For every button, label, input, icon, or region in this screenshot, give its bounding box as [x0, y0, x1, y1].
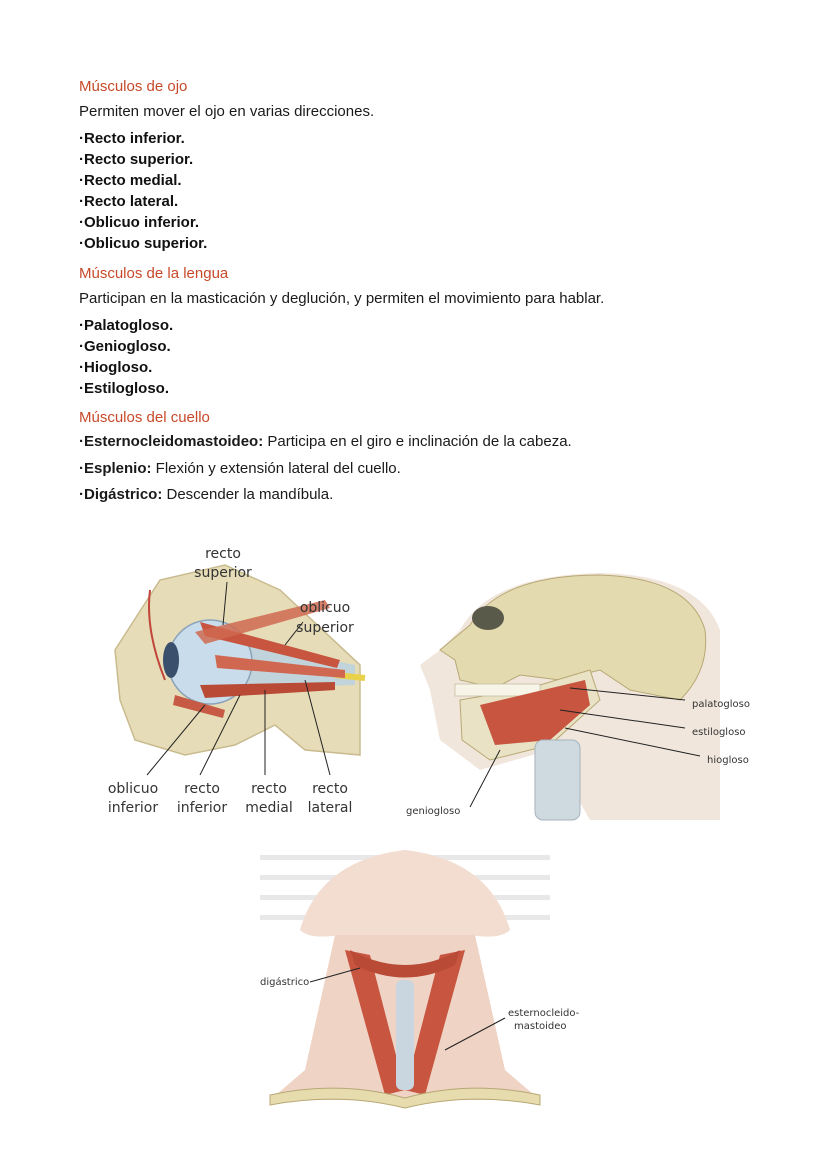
- list-item: ·Geniogloso.: [79, 338, 171, 355]
- eye-muscles-illustration: [105, 540, 365, 825]
- cornea: [163, 642, 179, 678]
- label-recto-inferior-1: recto: [184, 781, 220, 797]
- label-palatogloso: palatogloso: [692, 699, 750, 710]
- label-recto-lateral-1: recto: [312, 781, 348, 797]
- list-item: ·Estilogloso.: [79, 380, 169, 397]
- label-hiogloso: hiogloso: [707, 755, 749, 766]
- label-digastrico: digástrico: [260, 977, 310, 988]
- neck-muscles-heading: Músculos del cuello: [79, 409, 210, 426]
- neck-muscles-illustration: [240, 840, 580, 1150]
- label-oblicuo-superior-2: superior: [296, 620, 354, 636]
- list-item: [79, 433, 572, 450]
- term: ·Esplenio:: [79, 460, 152, 477]
- label-esternocleido-2: mastoideo: [514, 1021, 567, 1032]
- label-recto-superior-1: recto: [205, 546, 241, 562]
- list-item: ·Recto inferior.: [79, 130, 185, 147]
- definition: Descender la mandíbula.: [162, 486, 334, 503]
- label-oblicuo-superior-1: oblicuo: [299, 600, 351, 616]
- list-item: ·Recto superior.: [79, 151, 194, 168]
- list-item: ·Recto medial.: [79, 172, 182, 189]
- eye-muscles-heading: Músculos de ojo: [79, 78, 188, 95]
- tongue-muscles-list: [79, 315, 173, 399]
- definition: Participa en el giro e inclinación de la cabeza.: [263, 433, 572, 450]
- label-recto-medial-2: medial: [245, 800, 293, 816]
- tongue-muscles-heading: Músculos de la lengua: [79, 265, 229, 282]
- list-item: ·Palatogloso.: [79, 317, 174, 334]
- term: ·Esternocleidomastoideo:: [79, 433, 264, 450]
- label-recto-medial-1: recto: [251, 781, 287, 797]
- definition: Flexión y extensión lateral del cuello.: [151, 460, 401, 477]
- label-geniogloso: geniogloso: [406, 806, 461, 817]
- list-item: ·Hiogloso.: [79, 359, 153, 376]
- list-item: [79, 460, 401, 477]
- list-item: [79, 486, 333, 503]
- label-esternocleido-1: esternocleido-: [508, 1008, 580, 1019]
- term: ·Digástrico:: [79, 486, 163, 503]
- eye-socket: [472, 606, 504, 630]
- tongue-muscles-intro: Participan en la masticación y deglución, y permiten el movimiento para hablar.: [79, 290, 605, 307]
- label-oblicuo-inferior-2: inferior: [107, 800, 159, 816]
- label-recto-superior-2: superior: [194, 565, 252, 581]
- label-recto-inferior-2: inferior: [176, 800, 228, 816]
- eye-muscles-intro: Permiten mover el ojo en varias direcciones.: [79, 103, 375, 120]
- trachea: [396, 980, 414, 1090]
- list-item: ·Oblicuo superior.: [79, 235, 208, 252]
- label-recto-lateral-2: lateral: [307, 800, 353, 816]
- list-item: ·Oblicuo inferior.: [79, 214, 200, 231]
- eye-muscles-list: [79, 128, 207, 254]
- label-estilogloso: estilogloso: [692, 727, 746, 738]
- tongue-muscles-illustration: [400, 570, 750, 830]
- larynx: [535, 740, 580, 820]
- label-oblicuo-inferior-1: oblicuo: [107, 781, 159, 797]
- list-item: ·Recto lateral.: [79, 193, 179, 210]
